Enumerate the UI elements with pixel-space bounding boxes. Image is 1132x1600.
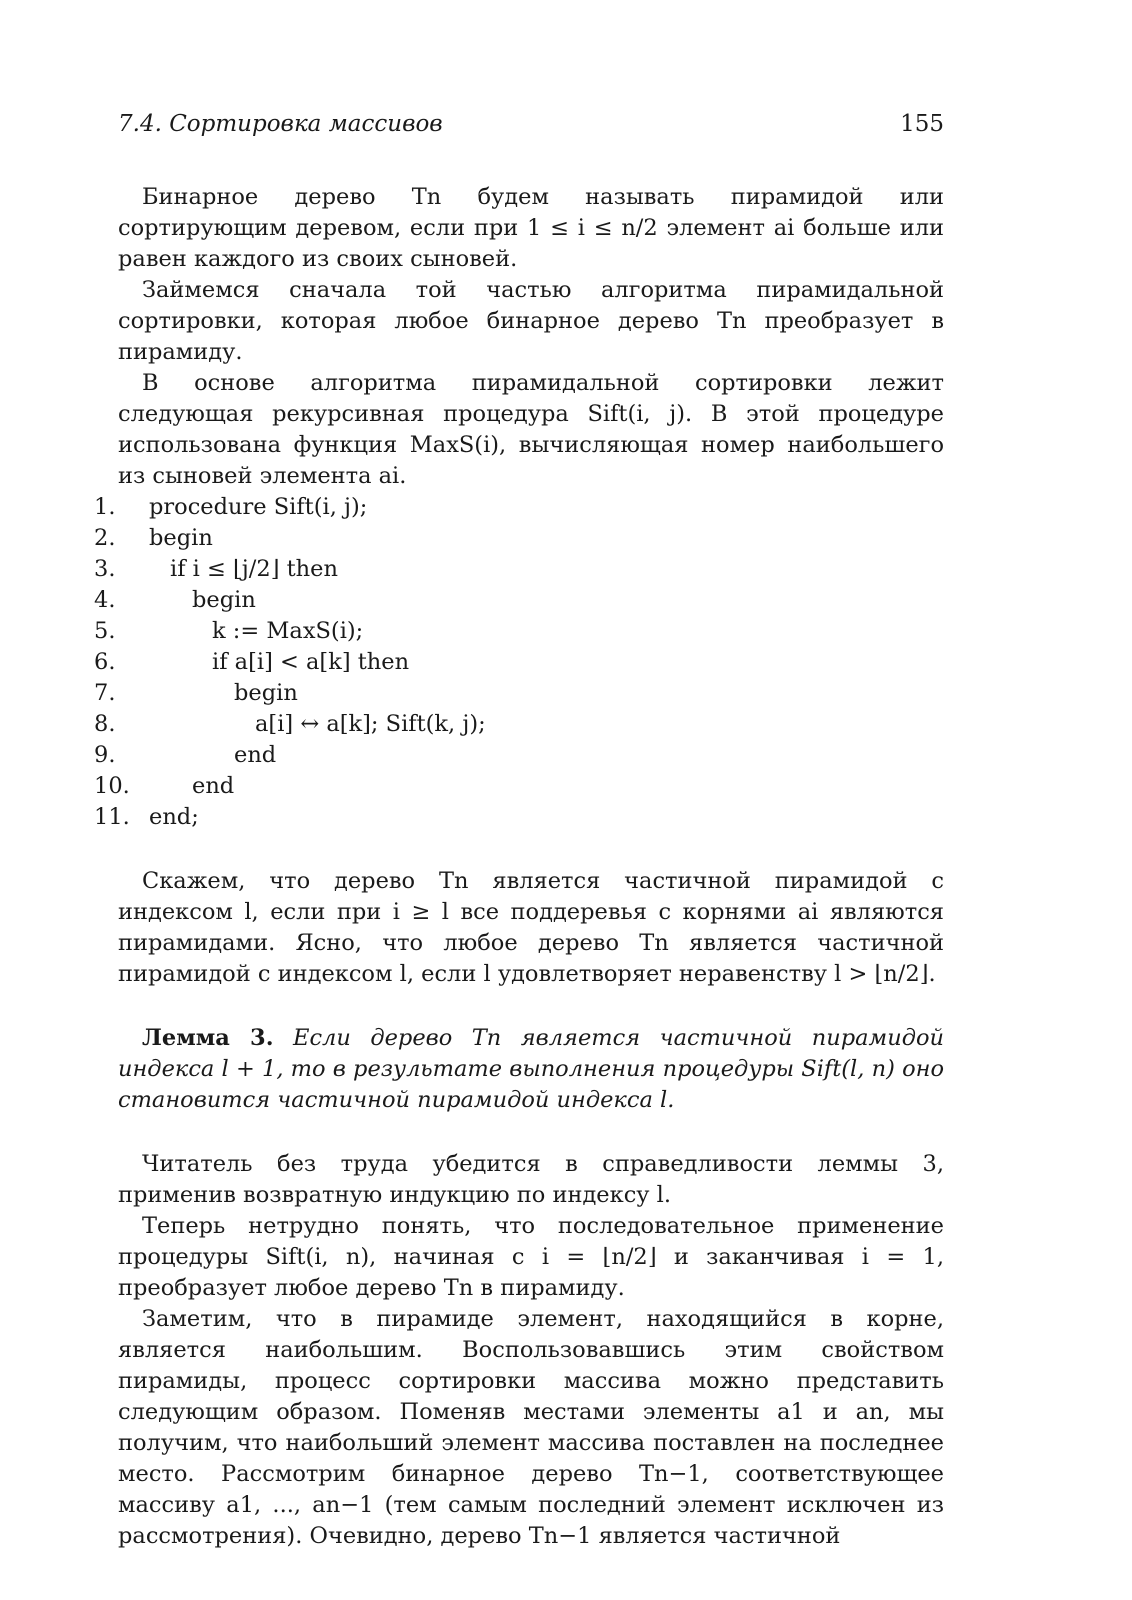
code-line-text: k := MaxS(i);: [212, 618, 364, 644]
code-line: [94, 771, 944, 802]
code-line-number: 11.: [94, 804, 130, 830]
code-line-number: 9.: [94, 742, 116, 768]
code-line: [94, 585, 944, 616]
code-line-text: begin: [192, 587, 256, 613]
running-header: [118, 106, 944, 142]
paragraph-heap-construction: Теперь нетрудно понять, что последовательное применение процедуры Sift(i, n), начиная с i = ⌊n/2⌋ и заканчивая i = 1, преобразует любое дерево Tn в пирамиду.: [118, 1213, 944, 1301]
code-line: [94, 678, 944, 709]
code-line: [94, 740, 944, 771]
code-line: [94, 492, 944, 523]
paragraph-sorting-process: Заметим, что в пирамиде элемент, находящийся в корне, является наибольшим. Воспользовавшись этим свойством пирамиды, процесс сортировки массива можно представить следующим образом. Поменяв местами элементы a1 и an, мы получим, что наибольший элемент массива поставлен на последнее место. Рассмотрим бинарное дерево Tn−1, соответствующее массиву a1, ..., an−1 (тем самым последний элемент исключен из рассмотрения). Очевидно, дерево Tn−1 является частичной: [118, 1306, 944, 1549]
code-line-text: end: [192, 773, 235, 799]
code-line-number: 5.: [94, 618, 116, 644]
lemma-heading: Лемма 3.: [142, 1025, 274, 1051]
code-line: [94, 709, 944, 740]
sift-procedure-listing: [94, 492, 944, 833]
code-line-number: 2.: [94, 525, 116, 551]
paragraph-lemma-proof: Читатель без труда убедится в справедливости леммы 3, применив возвратную индукцию по индексу l.: [118, 1151, 944, 1208]
code-line-text: procedure Sift(i, j);: [149, 494, 368, 520]
code-line-number: 1.: [94, 494, 116, 520]
spacer: [118, 833, 944, 866]
spacer: [118, 1116, 944, 1149]
code-line-text: end: [234, 742, 277, 768]
code-line-text: end;: [149, 804, 199, 830]
code-line-number: 4.: [94, 587, 116, 613]
code-line-number: 10.: [94, 773, 130, 799]
code-line-text: if a[i] < a[k] then: [212, 649, 410, 675]
code-line: [94, 616, 944, 647]
code-line: [94, 523, 944, 554]
paragraph-partial-heap: Скажем, что дерево Tn является частичной пирамидой с индексом l, если при i ≥ l все поддеревья с корнями ai являются пирамидами. Ясно, что любое дерево Tn является частичной пирамидой с индексом l, если l удовлетворяет неравенству l > ⌊n/2⌋.: [118, 868, 944, 987]
code-line: [94, 802, 944, 833]
code-line-number: 7.: [94, 680, 116, 706]
paragraph-sift-intro: В основе алгоритма пирамидальной сортировки лежит следующая рекурсивная процедура Sift(i, j). В этой процедуре использована функция MaxS(i), вычисляющая номер наибольшего из сыновей элемента ai.: [118, 370, 944, 489]
lemma-3: [118, 1023, 944, 1116]
code-line: [94, 647, 944, 678]
section-title: 7.4. Сортировка массивов: [118, 111, 443, 137]
code-line-text: begin: [234, 680, 298, 706]
code-line-text: a[i] ↔ a[k]; Sift(k, j);: [255, 711, 486, 737]
code-line: [94, 554, 944, 585]
code-line-text: if i ≤ ⌊j/2⌋ then: [170, 556, 338, 582]
code-line-number: 3.: [94, 556, 116, 582]
code-line-number: 6.: [94, 649, 116, 675]
page-number: 155: [900, 111, 944, 137]
main-text: [94, 182, 944, 1552]
code-line-number: 8.: [94, 711, 116, 737]
paragraph-definition: Бинарное дерево Tn будем называть пирамидой или сортирующим деревом, если при 1 ≤ i ≤ n/2 элемент ai больше или равен каждого из своих сыновей.: [118, 184, 944, 272]
lemma-statement: Если дерево Tn является частичной пирамидой индекса l + 1, то в результате выполнения процедуры Sift(l, n) оно становится частичной пирамидой индекса l.: [118, 1025, 944, 1113]
code-line-text: begin: [149, 525, 213, 551]
paragraph-heapify-intro: Займемся сначала той частью алгоритма пирамидальной сортировки, которая любое бинарное дерево Tn преобразует в пирамиду.: [118, 277, 944, 365]
spacer: [118, 990, 944, 1023]
